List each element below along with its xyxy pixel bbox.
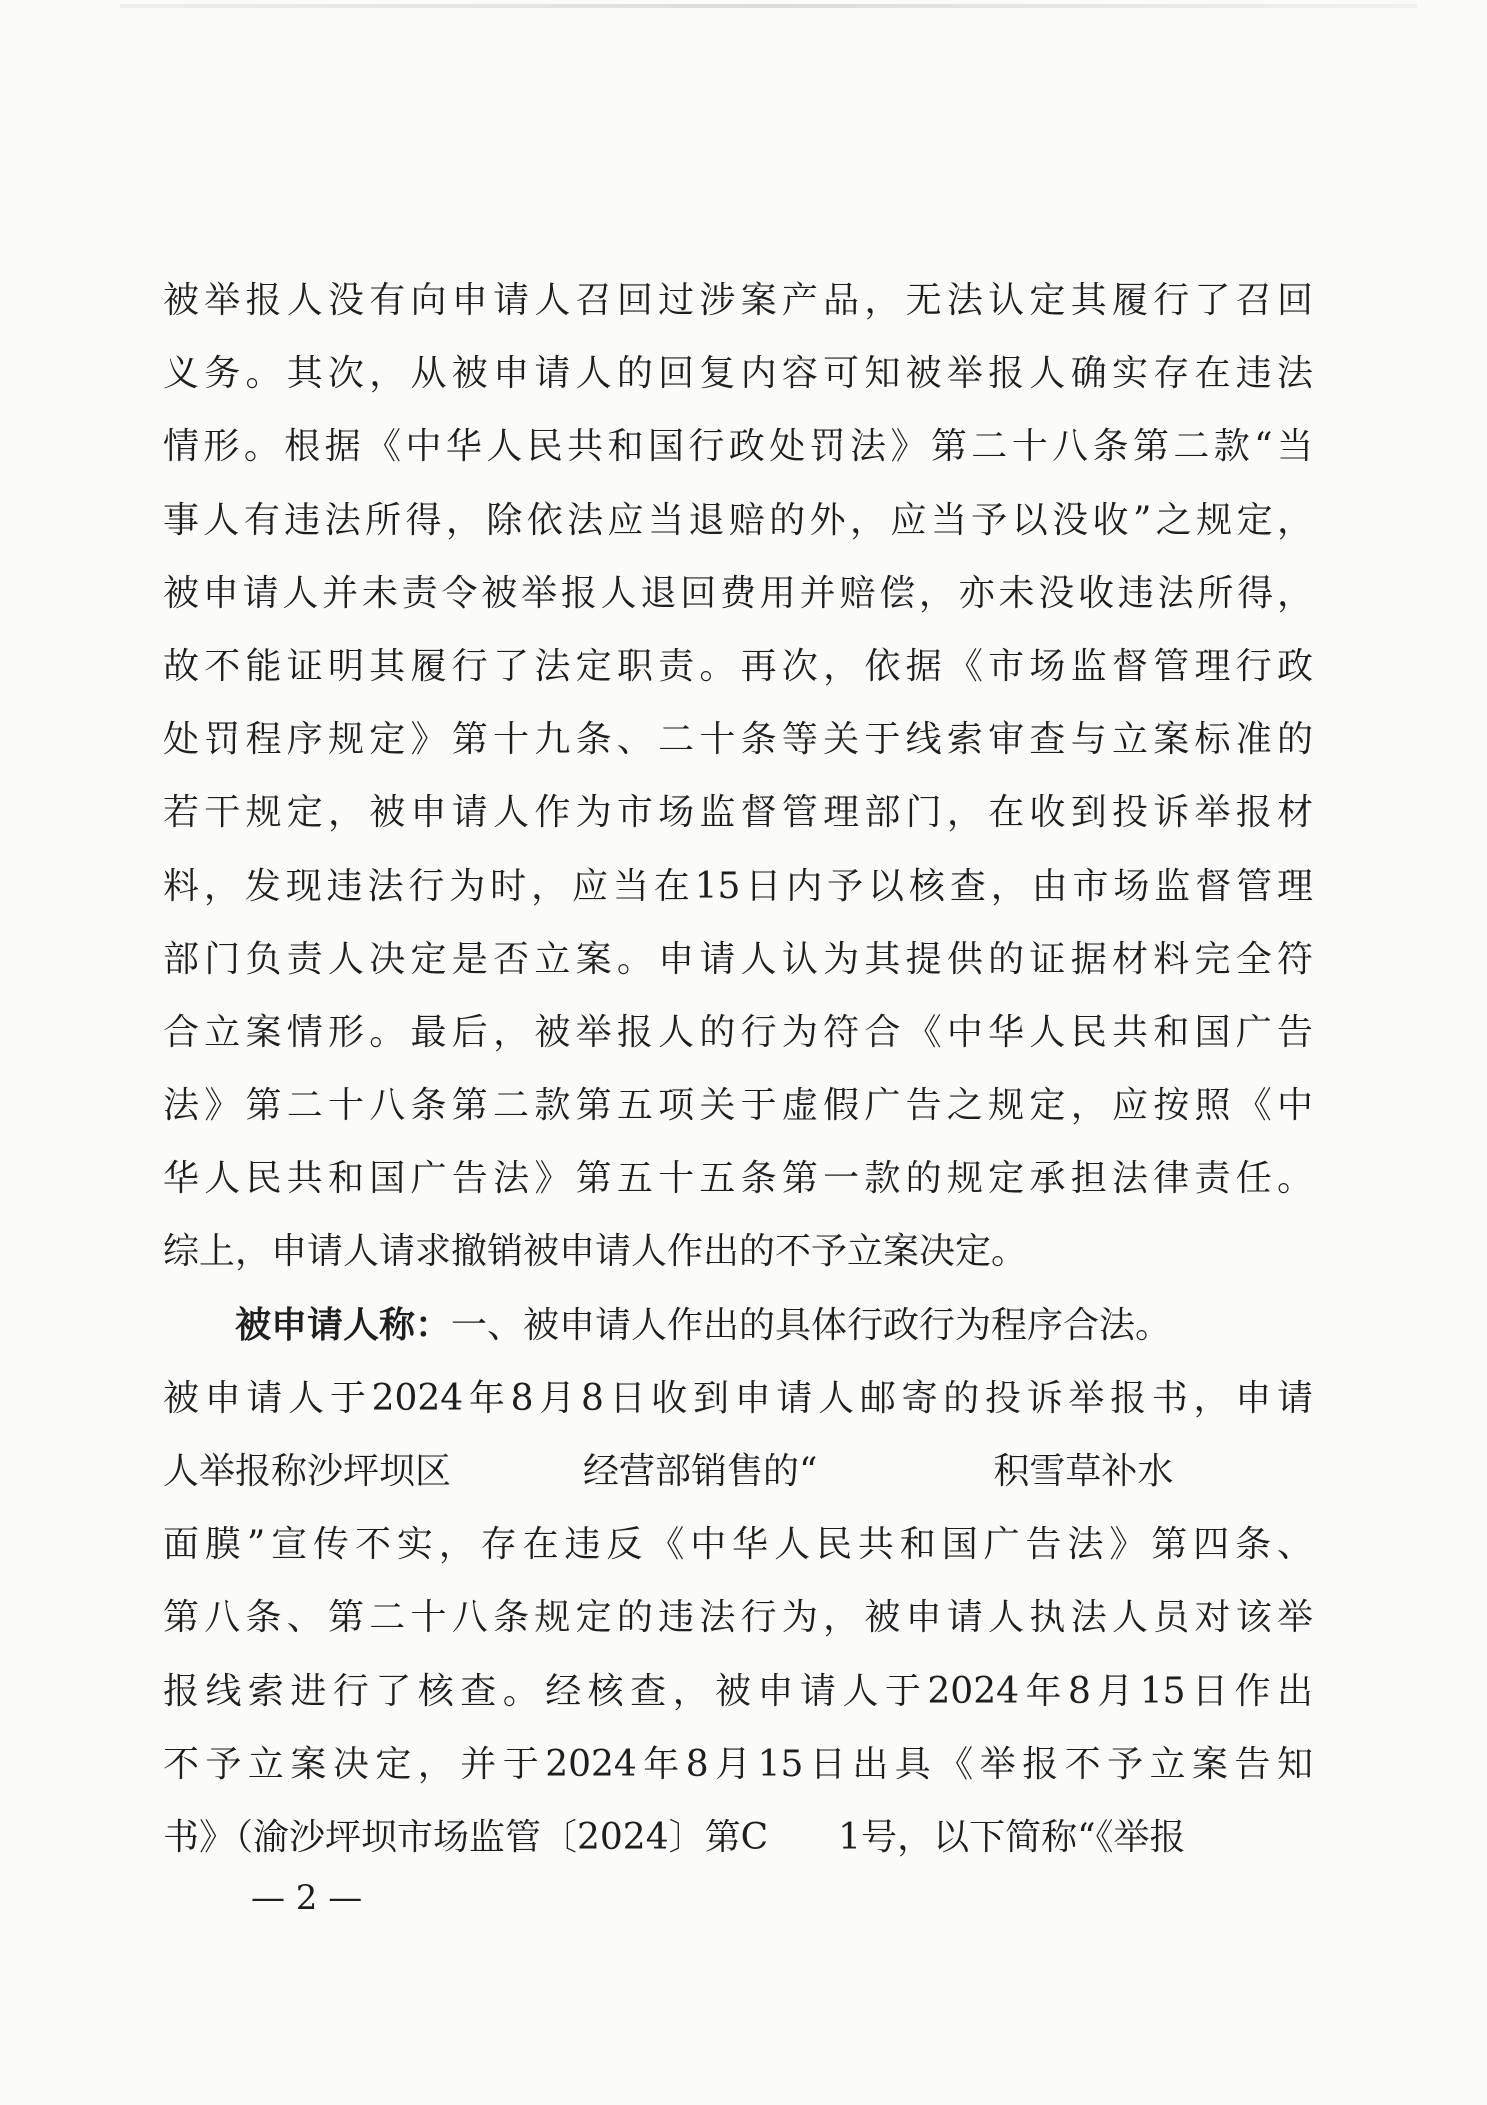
paragraph-line: 事人有违法所得，除依法应当退赔的外，应当予以没收”之规定， <box>163 499 1313 541</box>
line-segment: 1号，以下简称“《举报 <box>838 1816 1186 1858</box>
line-segment: 经营部销售的“ <box>583 1451 818 1492</box>
paragraph-line: 料，发现违法行为时，应当在15日内予以核查，由市场监督管理 <box>163 865 1313 907</box>
paragraph-line: 第八条、第二十八条规定的违法行为，被申请人执法人员对该举 <box>163 1597 1313 1639</box>
respondent-heading: 被申请人称： <box>235 1304 452 1346</box>
redaction-gap <box>817 1482 993 1483</box>
paragraph-line: 被举报人没有向申请人召回过涉案产品，无法认定其履行了召回 <box>163 280 1313 321</box>
page-number: — 2 — <box>251 1878 363 1918</box>
paragraph-line: 情形。根据《中华人民共和国行政处罚法》第二十八条第二款“当 <box>163 426 1313 468</box>
paragraph-line: 若干规定，被申请人作为市场监督管理部门，在收到投诉举报材 <box>163 792 1313 834</box>
document-body <box>163 264 1313 1874</box>
line-segment: 书》（渝沙坪坝市场监管〔2024〕第C <box>163 1816 769 1858</box>
paragraph-line: 报线索进行了核查。经核查，被申请人于2024年8月15日作出 <box>163 1670 1313 1712</box>
paragraph-line: 面膜”宣传不实，存在违反《中华人民共和国广告法》第四条、 <box>163 1524 1313 1566</box>
paragraph-line: 故不能证明其履行了法定职责。再次，依据《市场监督管理行政 <box>163 645 1313 687</box>
scan-top-edge <box>120 4 1417 8</box>
paragraph-line: 处罚程序规定》第十九条、二十条等关于线索审查与立案标准的 <box>163 719 1313 761</box>
paragraph-line: 法》第二十八条第二款第五项关于虚假广告之规定，应按照《中 <box>163 1085 1313 1127</box>
redaction-gap <box>451 1482 583 1483</box>
paragraph-line: 被申请人并未责令被举报人退回费用并赔偿，亦未没收违法所得， <box>163 572 1313 614</box>
redaction-gap <box>768 1848 838 1849</box>
paragraph-line: 华人民共和国广告法》第五十五条第一款的规定承担法律责任。 <box>163 1158 1313 1200</box>
paragraph-line: 合立案情形。最后，被举报人的行为符合《中华人民共和国广告 <box>163 1011 1313 1053</box>
line-segment: 积雪草补水 <box>993 1451 1174 1492</box>
paragraph-line: 综上，申请人请求撤销被申请人作出的不予立案决定。 <box>163 1231 1028 1273</box>
paragraph-line: 不予立案决定，并于2024年8月15日出具《举报不予立案告知 <box>163 1743 1313 1785</box>
paragraph-line: 义务。其次，从被申请人的回复内容可知被举报人确实存在违法 <box>163 353 1313 395</box>
line-segment: 人举报称沙坪坝区 <box>163 1451 452 1492</box>
redacted-paragraph-line <box>163 1801 1313 1874</box>
respondent-paragraph-line <box>163 1289 1313 1362</box>
redacted-paragraph-line <box>163 1435 1313 1508</box>
paragraph-line: 被申请人于2024年8月8日收到申请人邮寄的投诉举报书，申请 <box>163 1377 1313 1419</box>
paragraph-line: 部门负责人决定是否立案。申请人认为其提供的证据材料完全符 <box>163 938 1313 980</box>
respondent-first-clause: 一、被申请人作出的具体行政行为程序合法。 <box>451 1304 1172 1346</box>
